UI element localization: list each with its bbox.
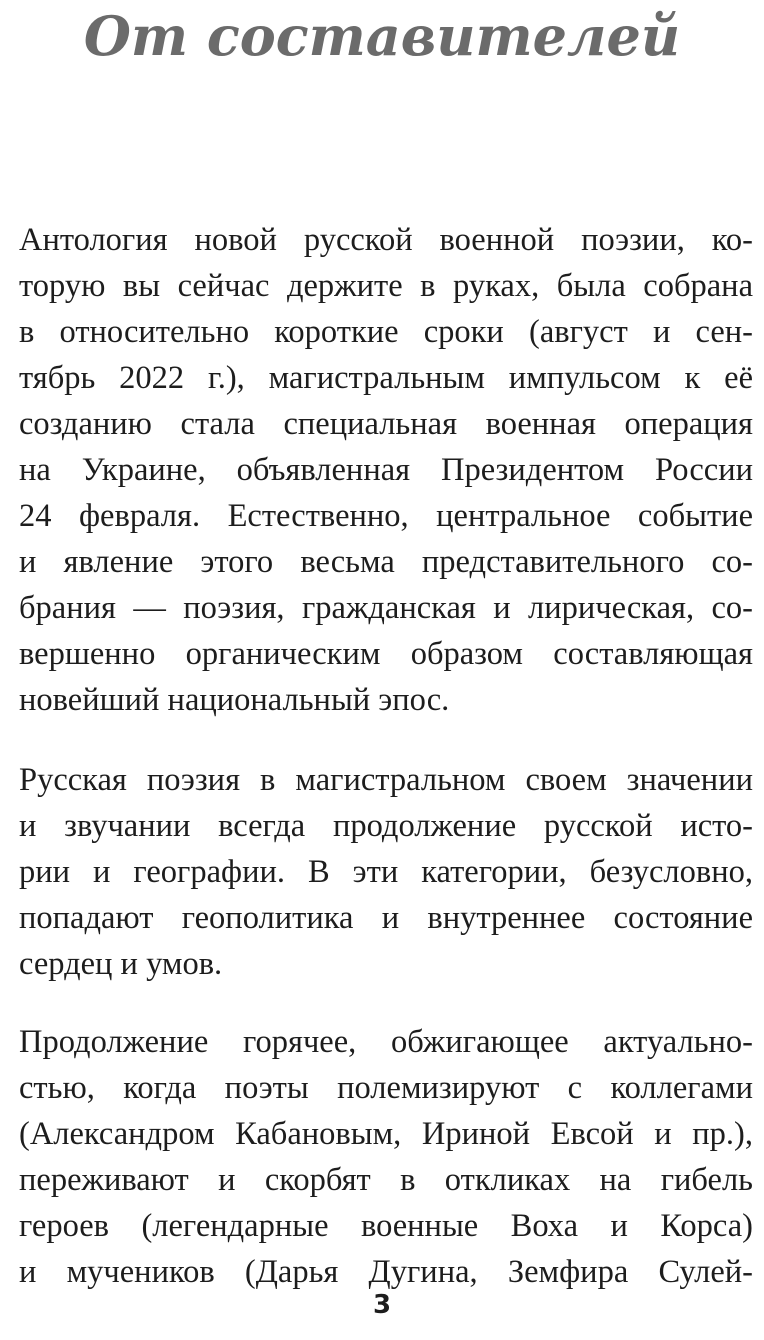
text-line: и явление этого весьма представительного со- (19, 544, 753, 580)
text-line: и звучании всегда продолжение русской исто- (19, 808, 753, 844)
text-line: в относительно короткие сроки (август и сен- (19, 314, 753, 350)
text-line: и мучеников (Дарья Дугина, Земфира Сулей- (19, 1254, 753, 1290)
chapter-title: От составителей (83, 4, 681, 68)
text-line: брания — поэзия, гражданская и лирическая, со- (19, 590, 753, 626)
text-line: на Украине, объявленная Президентом России (19, 452, 753, 488)
text-line: созданию стала специальная военная операция (19, 406, 753, 442)
text-line: стью, когда поэты полемизируют с коллегами (19, 1070, 753, 1106)
text-line: новейший национальный эпос. (19, 682, 450, 718)
text-line: Русская поэзия в магистральном своем значении (19, 762, 753, 798)
text-line: рии и географии. В эти категории, безусловно, (19, 854, 753, 890)
text-line: тябрь 2022 г.), магистральным импульсом к её (19, 360, 753, 396)
text-line: 24 февраля. Естественно, центральное событие (19, 498, 753, 534)
text-line: (Александром Кабановым, Ириной Евсой и пр.), (19, 1116, 753, 1152)
text-line: торую вы сейчас держите в руках, была собрана (19, 268, 753, 304)
text-line: сердец и умов. (19, 946, 223, 982)
text-line: переживают и скорбят в откликах на гибель (19, 1162, 753, 1198)
page-number: 3 (372, 1290, 392, 1320)
text-line: Антология новой русской военной поэзии, ко- (19, 222, 753, 258)
text-line: попадают геополитика и внутреннее состояние (19, 900, 753, 936)
text-line: Продолжение горячее, обжигающее актуально- (19, 1024, 753, 1060)
text-line: вершенно органическим образом составляющая (19, 636, 753, 672)
text-line: героев (легендарные военные Воха и Корса) (19, 1208, 753, 1244)
